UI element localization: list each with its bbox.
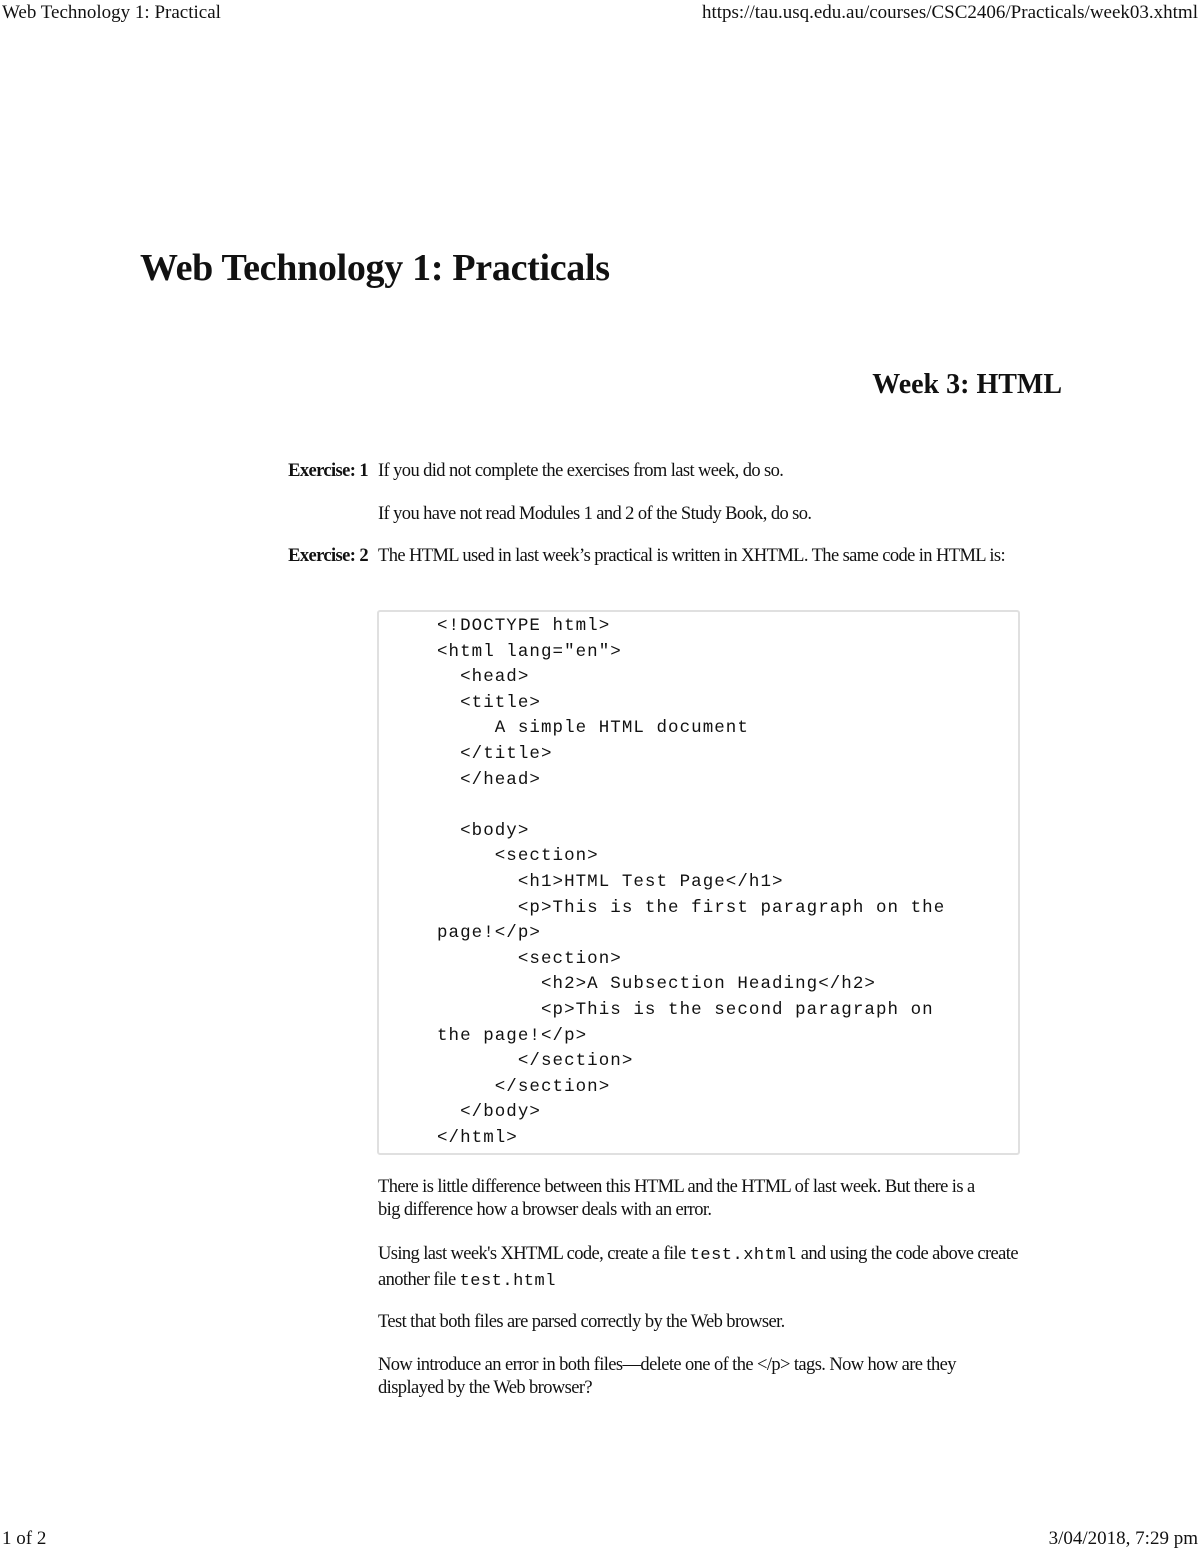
print-footer-page-number: 1 of 2	[2, 1528, 47, 1549]
print-footer-datetime: 3/04/2018, 7:29 pm	[1048, 1528, 1198, 1549]
print-header-url: https://tau.usq.edu.au/courses/CSC2406/Practicals/week03.xhtml	[701, 2, 1198, 23]
exercise-1-paragraph-1: If you did not complete the exercises from last week, do so.	[378, 461, 784, 481]
exercise-1-label: Exercise: 1	[288, 461, 368, 481]
exercise-2-difference-paragraph: There is little difference between this HTML and the HTML of last week. But there is a big difference how a browser deals with an error.	[378, 1177, 975, 1220]
exercise-2-label: Exercise: 2	[288, 546, 368, 566]
filename-test-xhtml: test.xhtml	[689, 1246, 797, 1265]
create-files-text-middle: and using the code above create another file	[378, 1244, 1018, 1290]
code-listing: <!DOCTYPE html> <html lang="en"> <head> <title> A simple HTML document </title> </head> <body> <section> <h1>HTML Test Page</h1> <p>This is the first paragraph on the page!</p> <section> <h2>A Subsection Heading</h2> <p>This is the second paragraph on the page!</p> </section> </section> </body> </html>	[437, 616, 946, 1148]
week-title: Week 3: HTML	[872, 369, 1062, 400]
exercise-2-create-files-paragraph	[378, 1242, 1018, 1294]
filename-test-html: test.html	[459, 1272, 556, 1291]
exercise-1-paragraph-2: If you have not read Modules 1 and 2 of the Study Book, do so.	[378, 504, 812, 524]
create-files-text-before: Using last week's XHTML code, create a file	[378, 1244, 690, 1264]
page-title: Web Technology 1: Practicals	[140, 247, 610, 289]
exercise-2-test-paragraph: Test that both files are parsed correctly by the Web browser.	[378, 1312, 785, 1332]
exercise-2-intro: The HTML used in last week’s practical is written in XHTML. The same code in HTML is:	[378, 546, 1006, 566]
print-header-title: Web Technology 1: Practical	[2, 2, 221, 23]
exercise-2-error-paragraph: Now introduce an error in both files—delete one of the </p> tags. Now how are they displayed by the Web browser?	[378, 1355, 956, 1398]
